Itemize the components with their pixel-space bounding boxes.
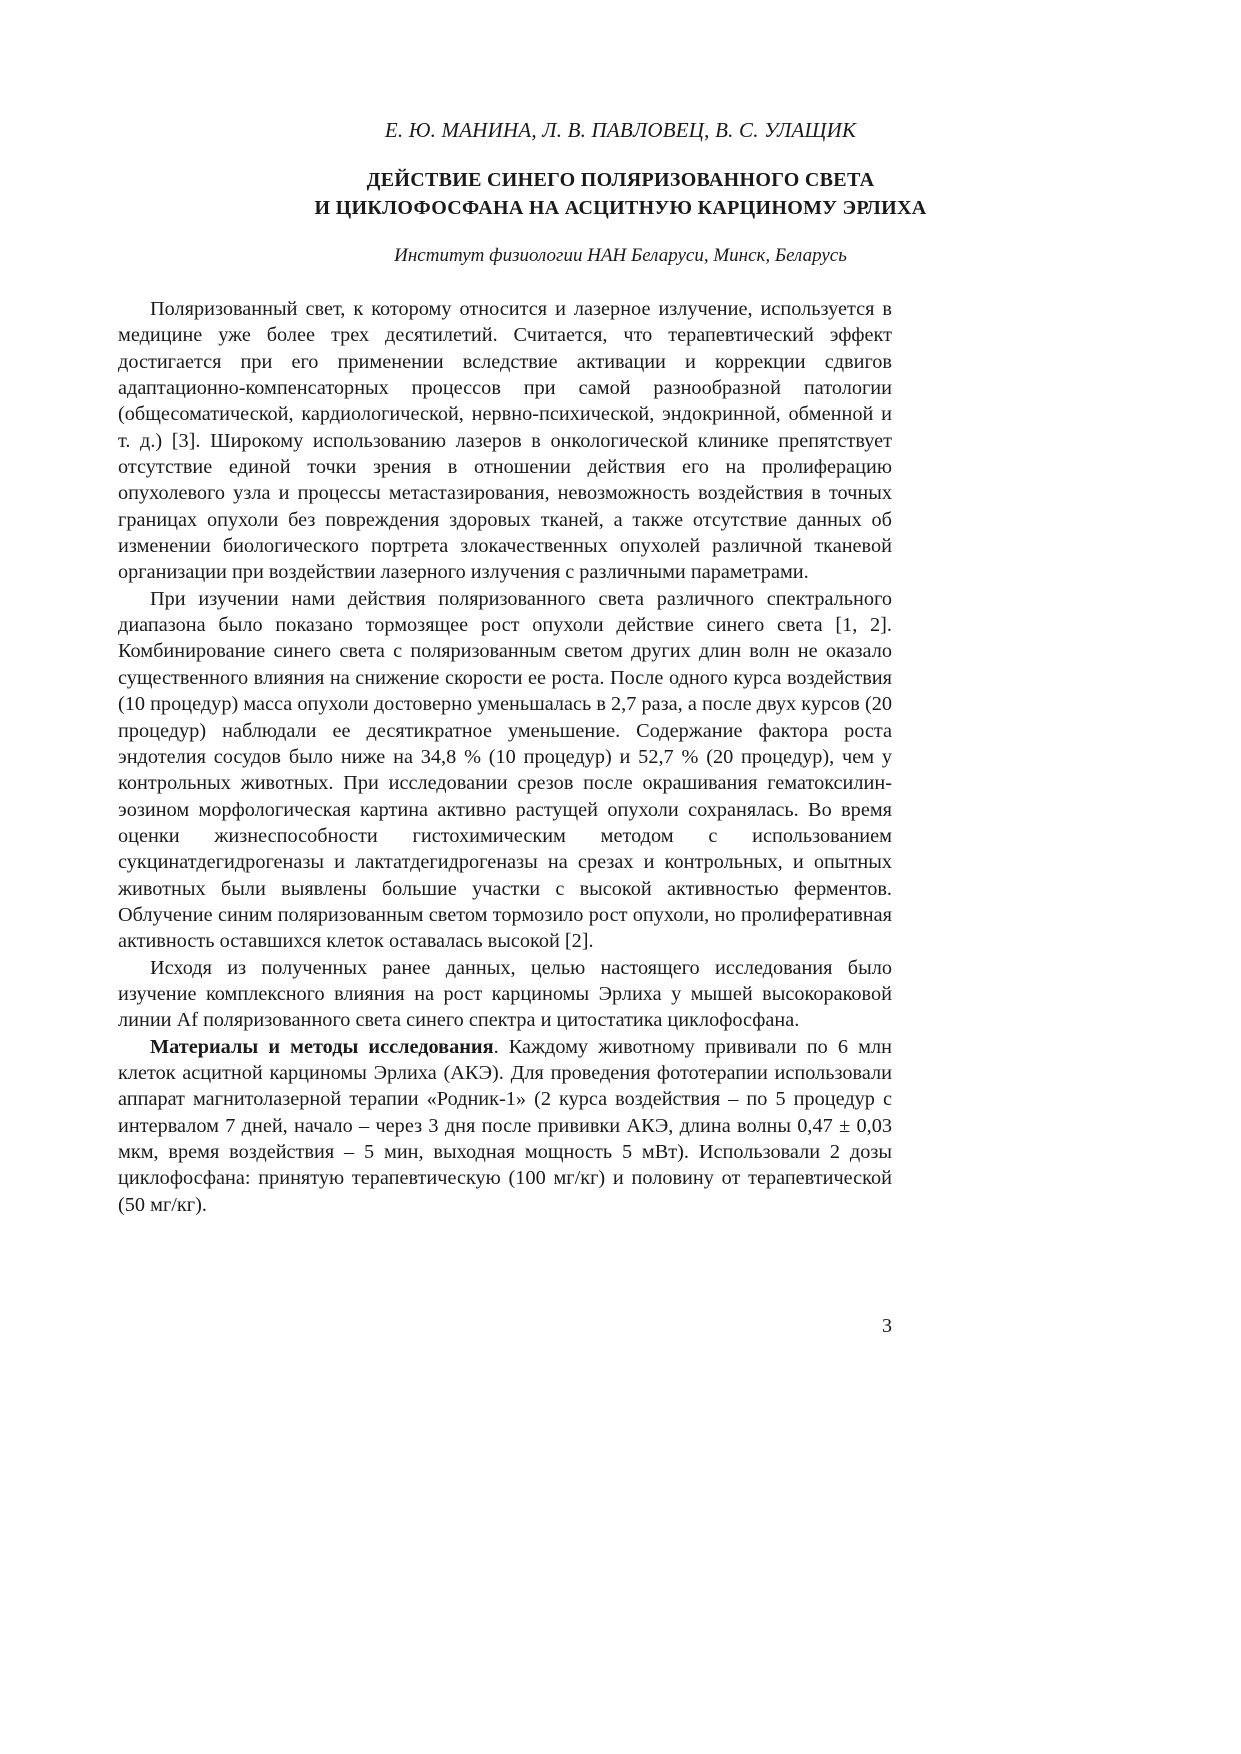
page-number: 3 — [882, 1315, 892, 1337]
section-lead-heading: Материалы и методы исследования — [150, 1035, 494, 1058]
article-affiliation: Институт физиологии НАН Беларуси, Минск, Беларусь — [394, 245, 847, 266]
article-title — [0, 166, 1241, 222]
body-paragraph-1: Поляризованный свет, к которому относится и лазерное излучение, используется в медицине уже более трех десятилетий. Считается, что терапевтический эффект достигается при его применении вследствие активации и коррекции сдвигов адаптационно-компенсаторных процессов при самой разнообразной патологии (общесоматической, кардиологической, нервно-психической, эндокринной, обменной и т. д.) [3]. Широкому использованию лазеров в онкологической клинике препятствует отсутствие единой точки зрения в отношении действия его на пролиферацию опухолевого узла и процессы метастазирования, невозможность воздействия в точных границах опухоли без повреждения здоровых тканей, а также отсутствие данных об изменении биологического портрета злокачественных опухолей различной тканевой организации при воздействии лазерного излучения с различными параметрами. — [118, 298, 892, 584]
body-paragraph-4-text: . Каждому животному прививали по 6 млн клеток асцитной карциномы Эрлиха (АКЭ). Для проведения фототерапии использовали аппарат магнитолазерной терапии «Родник-1» (2 курса воздействия – по 5 процедур с интервалом 7 дней, начало – через 3 дня после прививки АКЭ, длина волны 0,47 ± 0,03 мкм, время воздействия – 5 мин, выходная мощность 5 мВт). Использовали 2 дозы циклофосфана: принятую терапевтическую (100 мг/кг) и половину от терапевтической (50 мг/кг). — [118, 1035, 892, 1216]
article-body — [118, 296, 892, 1218]
article-title-line-2: И ЦИКЛОФОСФАНА НА АСЦИТНУЮ КАРЦИНОМУ ЭРЛИХА — [314, 197, 927, 219]
article-title-line-1: ДЕЙСТВИЕ СИНЕГО ПОЛЯРИЗОВАННОГО СВЕТА — [366, 169, 875, 191]
article-authors: Е. Ю. МАНИНА, Л. В. ПАВЛОВЕЦ, В. С. УЛАЩИК — [384, 118, 857, 142]
body-paragraph-4 — [118, 1034, 892, 1218]
body-paragraph-2: При изучении нами действия поляризованного света различного спектрального диапазона было показано тормозящее рост опухоли действие синего света [1, 2]. Комбинирование синего света с поляризованным светом других длин волн не оказало существенного влияния на снижение скорости ее роста. После одного курса воздействия (10 процедур) масса опухоли достоверно уменьшалась в 2,7 раза, а после двух курсов (20 процедур) наблюдали ее десятикратное уменьшение. Содержание фактора роста эндотелия сосудов было ниже на 34,8 % (10 процедур) и 52,7 % (20 процедур), чем у контрольных животных. При исследовании срезов после окрашивания гематоксилин-эозином морфологическая картина активно растущей опухоли сохранялась. Во время оценки жизнеспособности гистохимическим методом с использованием сукцинатдегидрогеназы и лактатдегидрогеназы на срезах и контрольных, и опытных животных были выявлены большие участки с высокой активностью ферментов. Облучение синим поляризованным светом тормозило рост опухоли, но пролиферативная активность оставшихся клеток оставалась высокой [2]. — [118, 587, 892, 953]
body-paragraph-3: Исходя из полученных ранее данных, целью настоящего исследования было изучение комплексного влияния на рост карциномы Эрлиха у мышей высокораковой линии Af поляризованного света синего спектра и цитостатика циклофосфана. — [118, 956, 892, 1032]
